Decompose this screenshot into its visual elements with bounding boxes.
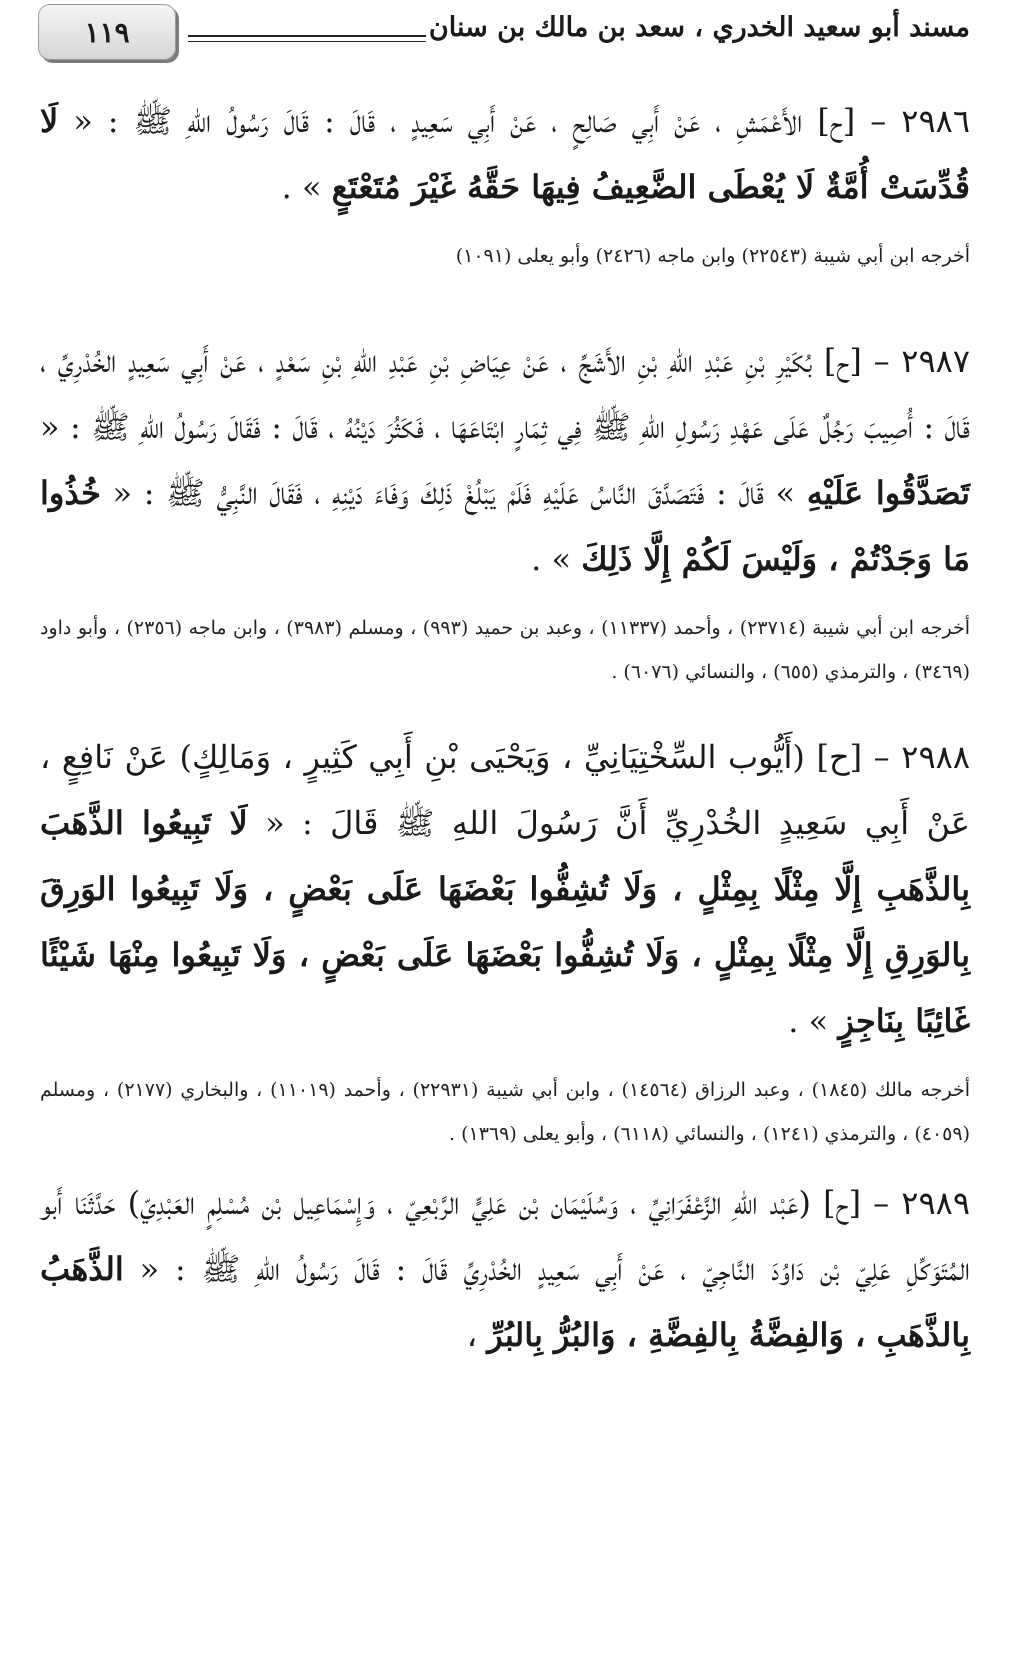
hadith-narration: » قَالَ : فَتَصَدَّقَ النَّاسُ عَلَيْهِ فَلَمْ يَبْلُغْ ذَلِكَ وَفَاءَ دَيْنِهِ ، فَقَالَ النَّبِيُّ ﷺ : «: [100, 474, 807, 512]
hadith-matn: الذَّهَبُ بِالذَّهَبِ ، وَالفِضَّةُ بِالفِضَّةِ ، وَالبُرُّ بِالبُرِّ: [40, 1250, 970, 1354]
hadith-matn: تَصَدَّقُوا عَلَيْهِ: [806, 474, 971, 512]
hadith-isnad: – [ح] بُكَيْرِ بْنِ عَبْدِ اللهِ بْنِ الأَشَجِّ ، عَنْ عِيَاضِ بْنِ عَبْدِ اللهِ بْنِ سَعْدٍ ، عَنْ أَبِي سَعِيدٍ الخُدْرِيِّ ، قَالَ : أُصِيبَ رَجُلٌ عَلَى عَهْدِ رَسُولِ اللهِ ﷺ فِي ثِمَارٍ ابْتَاعَهَا ، فَكَثُرَ دَيْنُهُ ، قَالَ : فَقَالَ رَسُولُ اللهِ ﷺ : «: [40, 342, 970, 446]
running-title: مسند أبو سعيد الخدري ، سعد بن مالك بن سنان: [428, 12, 970, 43]
hadith-isnad: – [ح] الأَعْمَشِ ، عَنْ أَبِي صَالِحٍ ، عَنْ أَبِي سَعِيدٍ ، قَالَ : قَالَ رَسُولُ اللهِ ﷺ : «: [58, 102, 902, 140]
page-header: [0, 0, 1010, 70]
hadith-2986: [40, 88, 970, 220]
hadith-number: ٢٩٨٨: [901, 738, 970, 776]
hadith-2987: [40, 328, 970, 592]
page-number: ١١٩: [84, 15, 130, 49]
hadith-closing: » .: [531, 540, 582, 578]
header-rule-thin: [188, 41, 426, 42]
hadith-matn: لَا تَبِيعُوا الذَّهَبَ بِالذَّهَبِ إِلَّا مِثْلًا بِمِثْلٍ ، وَلَا تُشِفُّوا بَعْضَهَا عَلَى بَعْضٍ ، وَلَا تَبِيعُوا الوَرِقَ بِالوَرِقِ إِلَّا مِثْلًا بِمِثْلٍ ، وَلَا تُشِفُّوا بَعْضَهَا عَلَى بَعْضٍ ، وَلَا تَبِيعُوا مِنْهَا شَيْئًا غَائِبًا بِنَاجِزٍ: [40, 804, 970, 1040]
hadith-isnad: – [ح] (أَيُّوب السِّخْتِيَانِيِّ ، وَيَحْيَى بْنِ أَبِي كَثِيرٍ ، وَمَالِكٍ) عَنْ نَافِعٍ ، عَنْ أَبِي سَعِيدٍ الخُدْرِيِّ أَنَّ رَسُولَ اللهِ ﷺ قَالَ : «: [40, 738, 971, 842]
page-number-tab: [38, 4, 176, 60]
header-rule: [188, 35, 426, 37]
hadith-closing: » .: [788, 1002, 839, 1040]
takhrij-2988: أخرجه مالك (١٨٤٥) ، وعبد الرزاق (١٤٥٦٤) ، وابن أبي شيبة (٢٢٩٣١) ، وأحمد (١١٠١٩) ، والبخاري (٢١٧٧) ، ومسلم (٤٠٥٩) ، والترمذي (١٢٤١) ، والنسائي (٦١١٨) ، وأبو يعلى (١٣٦٩) .: [40, 1079, 970, 1145]
takhrij-2986: أخرجه ابن أبي شيبة (٢٢٥٤٣) وابن ماجه (٢٤٢٦) وأبو يعلى (١٠٩١): [455, 245, 970, 267]
page-body: [40, 88, 970, 1368]
hadith-number: ٢٩٨٧: [901, 342, 970, 380]
hadith-2989: [40, 1170, 970, 1368]
hadith-2988: [40, 724, 970, 1054]
hadith-matn: لَا قُدِّسَتْ أُمَّةٌ لَا يُعْطَى الضَّعِيفُ فِيهَا حَقَّهُ غَيْرَ مُتَعْتَعٍ: [40, 102, 970, 206]
hadith-isnad: – [ح] (عَبْد اللهِ الزَّعْفَرَانِيِّ ، وَسُلَيْمَان بْن عَلِيٍّ الرَّبْعِيّ ، وَإِسْمَاعِيل بْن مُسْلِمٍ العَبْدِيّ) حَدَّثَنَا أَبو المُتَوَكِّلِ عَلِيّ بْن دَاوُدَ النَّاجِيّ ، عَنْ أَبِي سَعِيدٍ الخُدْرِيِّ قَالَ : قَالَ رَسُولُ اللهِ ﷺ : «: [40, 1184, 971, 1288]
takhrij-2987: أخرجه ابن أبي شيبة (٢٣٧١٤) ، وأحمد (١١٣٣٧) ، وعبد بن حميد (٩٩٣) ، ومسلم (٣٩٨٣) ، وابن ماجه (٢٣٥٦) ، وأبو داود (٣٤٦٩) ، والترمذي (٦٥٥) ، والنسائي (٦٠٧٦) .: [40, 617, 970, 683]
hadith-matn: خُذُوا مَا وَجَدْتُمْ ، وَلَيْسَ لَكُمْ إِلَّا ذَلِكَ: [40, 474, 970, 578]
hadith-number: ٢٩٨٦: [901, 102, 970, 140]
hadith-closing: » .: [281, 168, 332, 206]
hadith-closing: ،: [466, 1316, 488, 1354]
hadith-number: ٢٩٨٩: [901, 1184, 970, 1222]
